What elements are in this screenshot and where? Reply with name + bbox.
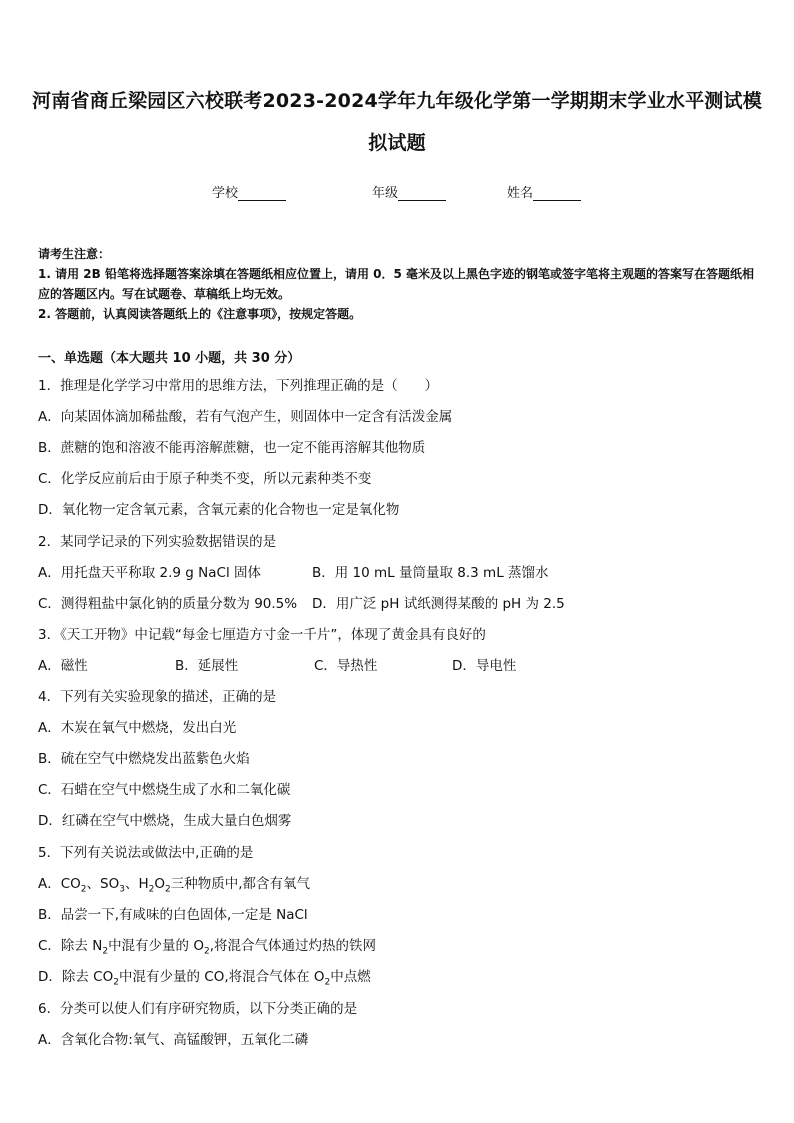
- q5-option-d: D．除去 $CO_2$中混有少量的 CO,将混合气体在 $O_2$中点燃: [38, 969, 371, 988]
- q1-option-b: B．蔗糖的饱和溶液不能再溶解蔗糖，也一定不能再溶解其他物质: [38, 440, 426, 456]
- name-field: [507, 182, 581, 201]
- notice-item-1: 1. 请用 2B 铅笔将选择题答案涂填在答题纸相应位置上，请用 0．5 毫米及以上黑色字迹的钢笔或签字笔将主观题的答案写在答题纸相应的答题区内。写在试题卷、草稿纸上均无效。: [38, 267, 754, 301]
- q4-option-a: A．木炭在氧气中燃烧，发出白光: [38, 720, 237, 736]
- q4-stem: 4．下列有关实验现象的描述，正确的是: [38, 689, 277, 705]
- name-label: 姓名: [507, 186, 534, 201]
- q3-option-c: C．导热性: [314, 658, 378, 674]
- q2-option-a: A．用托盘天平称取 2.9 g NaCl 固体: [38, 565, 261, 581]
- grade-field: [372, 182, 446, 201]
- name-blank[interactable]: [533, 186, 581, 201]
- q5-option-a: A．$CO_2$、$SO_3$、$H_2O_2$三种物质中,都含有氧气: [38, 876, 311, 895]
- q4-option-b: B．硫在空气中燃烧发出蓝紫色火焰: [38, 751, 250, 767]
- q4-option-d: D．红磷在空气中燃烧，生成大量白色烟雾: [38, 813, 292, 829]
- q3-stem: 3．《天工开物》中记载“每金七厘造方寸金一千片”，体现了黄金具有良好的: [38, 627, 486, 643]
- q1-option-a: A．向某固体滴加稀盐酸，若有气泡产生，则固体中一定含有活泼金属: [38, 409, 453, 425]
- q5-stem: 5．下列有关说法或做法中,正确的是: [38, 845, 254, 861]
- q6-option-a: A．含氧化合物:氧气、高锰酸钾，五氧化二磷: [38, 1032, 309, 1048]
- page-title-line2: 拟试题: [368, 132, 426, 154]
- school-blank[interactable]: [238, 186, 286, 201]
- q2-stem: 2．某同学记录的下列实验数据错误的是: [38, 534, 277, 550]
- school-field: [212, 182, 286, 201]
- q1-stem: 1．推理是化学学习中常用的思维方法，下列推理正确的是（ ）: [38, 378, 439, 394]
- q4-option-c: C．石蜡在空气中燃烧生成了水和二氧化碳: [38, 782, 291, 798]
- notice-header: 请考生注意：: [38, 247, 111, 261]
- q3-option-d: D．导电性: [452, 658, 517, 674]
- q2-option-c: C．测得粗盐中氯化钠的质量分数为 90.5%: [38, 596, 298, 612]
- q5-option-b: B．品尝一下,有咸味的白色固体,一定是 NaCl: [38, 907, 308, 923]
- school-label: 学校: [212, 186, 239, 201]
- notice-item-2: 2. 答题前，认真阅读答题纸上的《注意事项》，按规定答题。: [38, 307, 362, 321]
- q3-option-b: B．延展性: [175, 658, 239, 674]
- q2-option-b: B．用 10 mL 量筒量取 8.3 mL 蒸馏水: [312, 565, 549, 581]
- q5-option-c: C．除去 $N_2$中混有少量的 $O_2$,将混合气体通过灼热的铁网: [38, 938, 377, 957]
- q6-stem: 6．分类可以使人们有序研究物质，以下分类正确的是: [38, 1001, 358, 1017]
- grade-label: 年级: [372, 186, 399, 201]
- q3-option-a: A．磁性: [38, 658, 88, 674]
- page-title-line1: 河南省商丘梁园区六校联考2023-2024学年九年级化学第一学期期末学业水平测试模: [32, 90, 762, 112]
- q1-option-c: C．化学反应前后由于原子种类不变，所以元素种类不变: [38, 471, 372, 487]
- q2-option-d: D．用广泛 pH 试纸测得某酸的 pH 为 2.5: [312, 596, 565, 612]
- q1-option-d: D．氧化物一定含氧元素，含氧元素的化合物也一定是氧化物: [38, 502, 400, 518]
- grade-blank[interactable]: [398, 186, 446, 201]
- section-heading: 一、单选题（本大题共 10 小题，共 30 分）: [38, 351, 301, 366]
